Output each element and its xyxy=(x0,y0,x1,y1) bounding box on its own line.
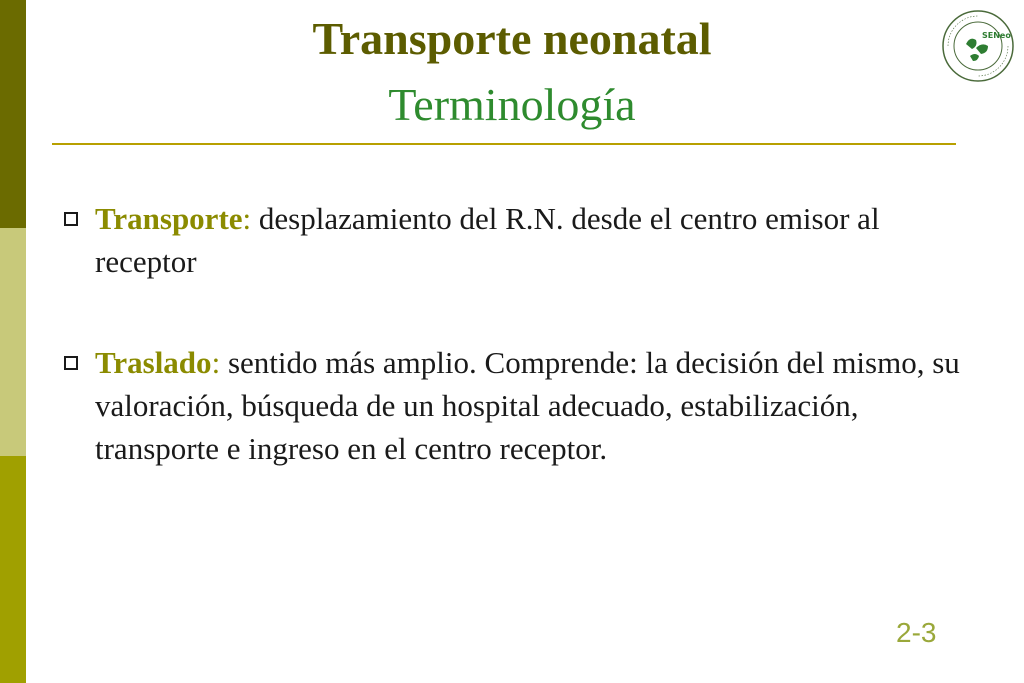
term-label: Transporte xyxy=(95,201,243,236)
sidebar-band-middle xyxy=(0,228,26,456)
term-definition: sentido más amplio. Comprende: la decisión del mismo, su valoración, búsqueda de un hospital adecuado, estabilización, transporte e ingreso en el centro receptor. xyxy=(95,345,960,466)
bullet-text xyxy=(95,197,962,283)
term-colon: : xyxy=(211,345,221,380)
bullet-transporte xyxy=(62,197,962,283)
seneo-logo-icon xyxy=(940,8,1016,84)
term-definition: desplazamiento del R.N. desde el centro emisor al receptor xyxy=(95,201,880,279)
sidebar-band-top xyxy=(0,0,26,228)
square-bullet-icon xyxy=(64,212,78,226)
sidebar-band-bottom xyxy=(0,456,26,683)
square-bullet-icon xyxy=(64,356,78,370)
term-label: Traslado xyxy=(95,345,212,380)
logo-label: SENeo xyxy=(982,31,1011,40)
slide-title: Transporte neonatal xyxy=(312,13,712,64)
term-colon: : xyxy=(242,201,252,236)
slide-subtitle: Terminología xyxy=(388,79,636,130)
bullet-traslado xyxy=(62,341,962,470)
title-divider xyxy=(52,143,956,145)
page-number: 2-3 xyxy=(896,617,937,648)
bullet-text xyxy=(95,341,962,470)
